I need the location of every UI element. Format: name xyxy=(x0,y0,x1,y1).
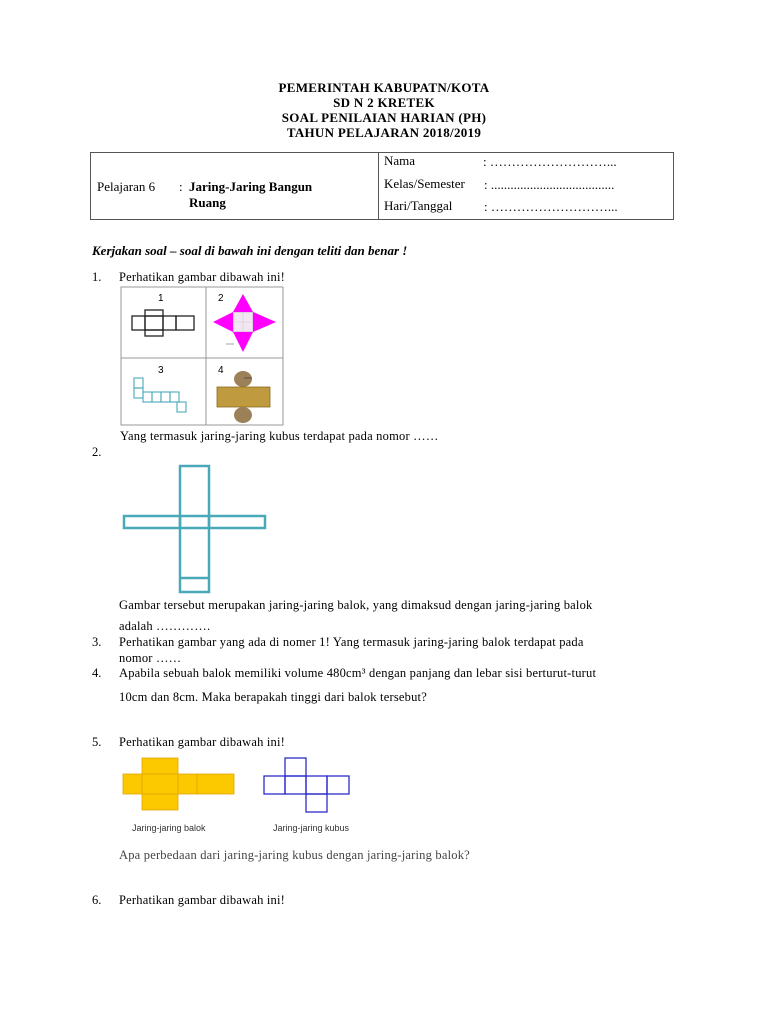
q5-cube-net-figure xyxy=(262,756,354,814)
header-line-1: PEMERINTAH KABUPATN/KOTA xyxy=(278,80,490,95)
field-value-kelas[interactable]: : ...................................... xyxy=(484,177,615,192)
cell-label-2: 2 xyxy=(218,293,224,304)
field-value-hari[interactable]: : ………………………... xyxy=(484,199,618,214)
field-label-kelas: Kelas/Semester xyxy=(384,176,465,191)
header-line-3: SOAL PENILAIAN HARIAN (PH) xyxy=(281,110,487,125)
q2-line-2: adalah …………. xyxy=(119,619,211,633)
q2-cuboid-net xyxy=(124,466,265,592)
q4-number: 4. xyxy=(92,666,102,680)
instruction: Kerjakan soal – soal di bawah ini dengan teliti dan benar ! xyxy=(92,243,408,258)
cell-label-1: 1 xyxy=(158,293,164,304)
q3-line-2: nomor …… xyxy=(119,651,182,665)
q3-line-1: Perhatikan gambar yang ada di nomer 1! Yang termasuk jaring-jaring balok terdapat pada xyxy=(119,635,584,649)
cell-label-4: 4 xyxy=(218,365,224,376)
field-label-nama: Nama xyxy=(384,153,416,168)
header-line-4: TAHUN PELAJARAN 2018/2019 xyxy=(286,125,482,140)
cell-label-3: 3 xyxy=(158,365,164,376)
q6-text: Perhatikan gambar dibawah ini! xyxy=(119,893,286,907)
caption-cuboid-net: Jaring-jaring balok xyxy=(132,823,206,833)
q1-answer-line: Yang termasuk jaring-jaring kubus terdapat pada nomor …… xyxy=(120,429,439,443)
q2-cuboid-net-figure xyxy=(120,462,270,594)
q1-figure-grid xyxy=(120,286,284,426)
info-table xyxy=(90,152,674,220)
q5-cuboid-net-figure xyxy=(120,756,238,812)
pelajaran-label: Pelajaran 6 xyxy=(97,179,156,194)
pelajaran-colon: : xyxy=(179,179,183,194)
gold-cuboid-net xyxy=(123,758,234,810)
q5-question: Apa perbedaan dari jaring-jaring kubus dengan jaring-jaring balok? xyxy=(119,848,470,862)
header-line-2: SD N 2 KRETEK xyxy=(333,95,435,110)
field-value-nama[interactable]: : ………………………... xyxy=(483,154,617,169)
caption-cube-net: Jaring-jaring kubus xyxy=(273,823,350,833)
q2-number: 2. xyxy=(92,445,102,459)
q5-text: Perhatikan gambar dibawah ini! xyxy=(119,735,286,749)
q4-line-2: 10cm dan 8cm. Maka berapakah tinggi dari balok tersebut? xyxy=(119,690,427,704)
blue-cube-net xyxy=(264,758,349,812)
q2-line-1: Gambar tersebut merupakan jaring-jaring balok, yang dimaksud dengan jaring-jaring balok xyxy=(119,598,593,612)
topic-line-2: Ruang xyxy=(189,195,226,210)
topic-line-1: Jaring-Jaring Bangun xyxy=(189,179,313,194)
q5-number: 5. xyxy=(92,735,102,749)
info-table-divider xyxy=(378,153,379,219)
q1-number: 1. xyxy=(92,270,102,284)
q1-text: Perhatikan gambar dibawah ini! xyxy=(119,270,286,284)
q4-line-1: Apabila sebuah balok memiliki volume 480cm³ dengan panjang dan lebar sisi berturut-turut xyxy=(119,666,597,680)
q3-number: 3. xyxy=(92,635,102,649)
field-label-hari: Hari/Tanggal xyxy=(384,198,453,213)
q6-number: 6. xyxy=(92,893,102,907)
